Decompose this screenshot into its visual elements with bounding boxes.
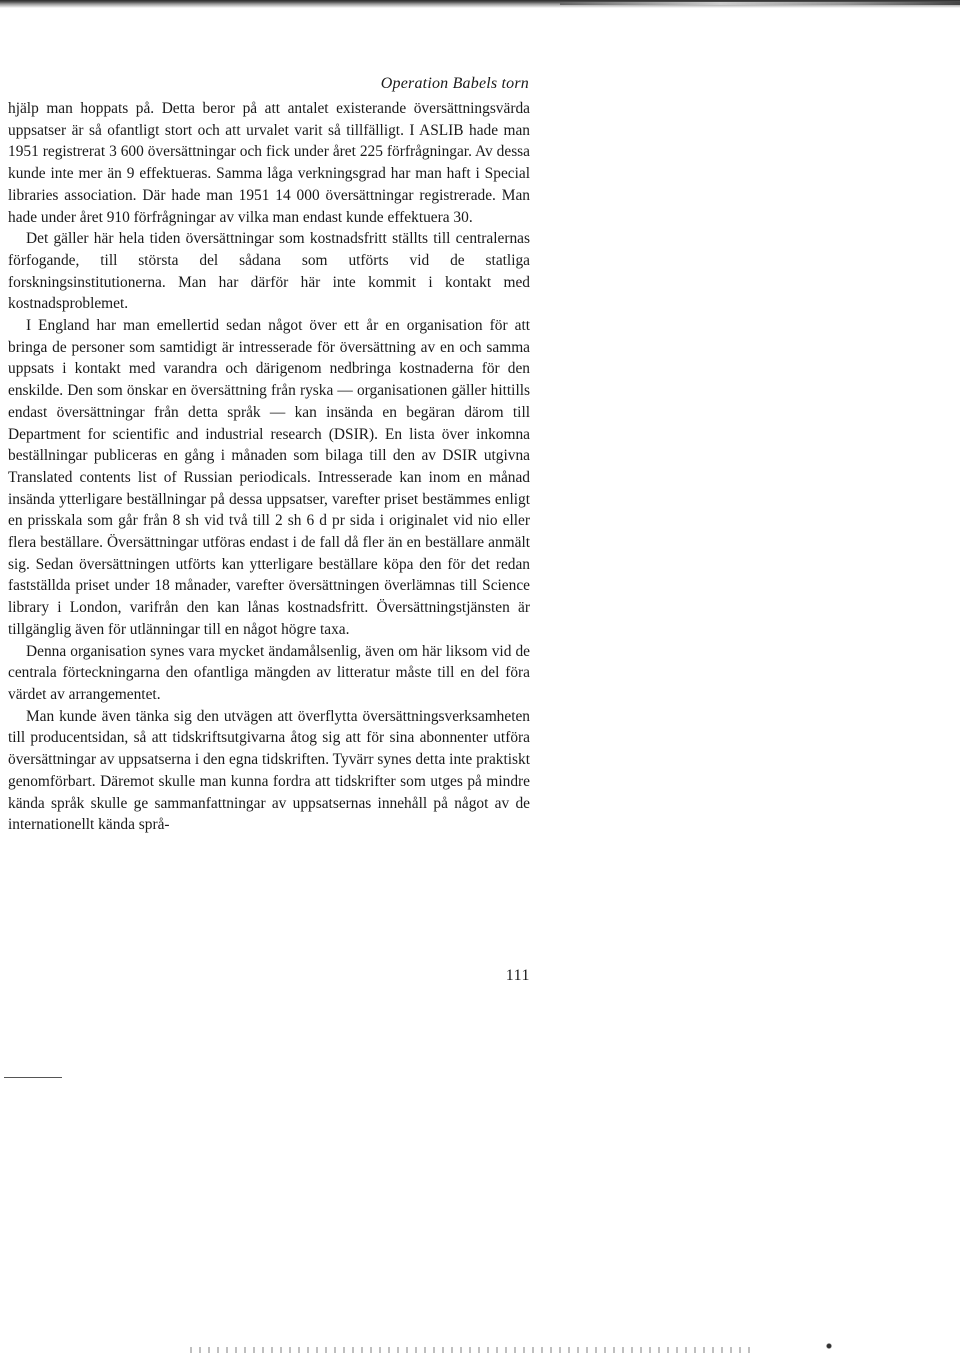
page-body-text [8, 98, 530, 836]
scan-speck [822, 1340, 836, 1352]
paragraph-3: I England har man emellertid sedan något över ett år en organisation för att bringa de personer som samtidigt är intresserade för översättning av en och samma uppsats i kontakt med varandra och därigenom nedbringa kostnaderna för den enskilde. Den som önskar en översättning från ryska — organisationen gäller hittills endast översättningar från detta språk — kan insända en begäran därom till Department for scientific and industrial research (DSIR). En lista över inkomna beställningar publiceras en gång i månaden som bilaga till den av DSIR utgivna Translated contents list of Russian periodicals. Intresserade kan inom en månad insända ytterligare beställningar på dessa uppsatser, varefter priset bestämmes enligt en prisskala som går från 8 sh vid två till 2 sh 6 d pr sida i originalet vid nio eller flera beställare. Översättningar utföras endast i de fall då fler än en beställare anmält sig. Sedan översättningen utförts kan ytterligare beställare köpa den för det redan fastställda priset under 18 månader, varefter översättningen överlämnas till Science library i London, varifrån den kan lånas kostnadsfritt. Översättningstjänsten är tillgänglig även för utlänningar till en något högre taxa. [8, 317, 530, 638]
paragraph-5: Man kunde även tänka sig den utvägen att överflytta översättningsverksamheten till producentsidan, så att tidskriftsutgivarna åtog sig att för sina abonnenter utföra översättningar av uppsatserna i den egna tidskriften. Tyvärr synes detta inte praktiskt genomförbart. Däremot skulle man kunna fordra att tidskrifter som utges på mindre kända språk skulle ge sammanfattningar av uppsatsernas innehåll på något av de internationellt kända språ- [8, 707, 530, 834]
scan-noise-bottom [190, 1347, 750, 1353]
scan-border-top-right [560, 2, 960, 5]
page-number: 111 [505, 967, 530, 984]
paragraph-1: hjälp man hoppats på. Detta beror på att antalet existerande översättningsvärda uppsatser är så ofantligt stort och att urvalet varit så tillfälligt. I ASLIB hade man 1951 registrerat 3 600 översättningar och fick under året 225 förfrågningar. Av dessa kunde inte mer än 9 effektueras. Samma låga verkningsgrad har man haft i Special libraries association. Där hade man 1951 14 000 översättningar registrerade. Man hade under året 910 förfrågningar av vilka man endast kunde effektuera 30. [8, 100, 530, 226]
running-head-title: Operation Babels torn [380, 75, 529, 92]
paragraph-2: Det gäller här hela tiden översättningar som kostnadsfritt ställts till centralernas förfogande, till största del sådana som utförts vid de statliga forskningsinstitutionerna. Man har därför här inte kommit i kontakt med kostnadsproblemet. [8, 230, 530, 313]
scan-mark-line [4, 1077, 62, 1078]
paragraph-4: Denna organisation synes vara mycket ändamålsenlig, även om här liksom vid de centrala förteckningarna den ofantliga mängden av litteratur måste till en del föra värdet av arrangementet. [8, 642, 530, 703]
